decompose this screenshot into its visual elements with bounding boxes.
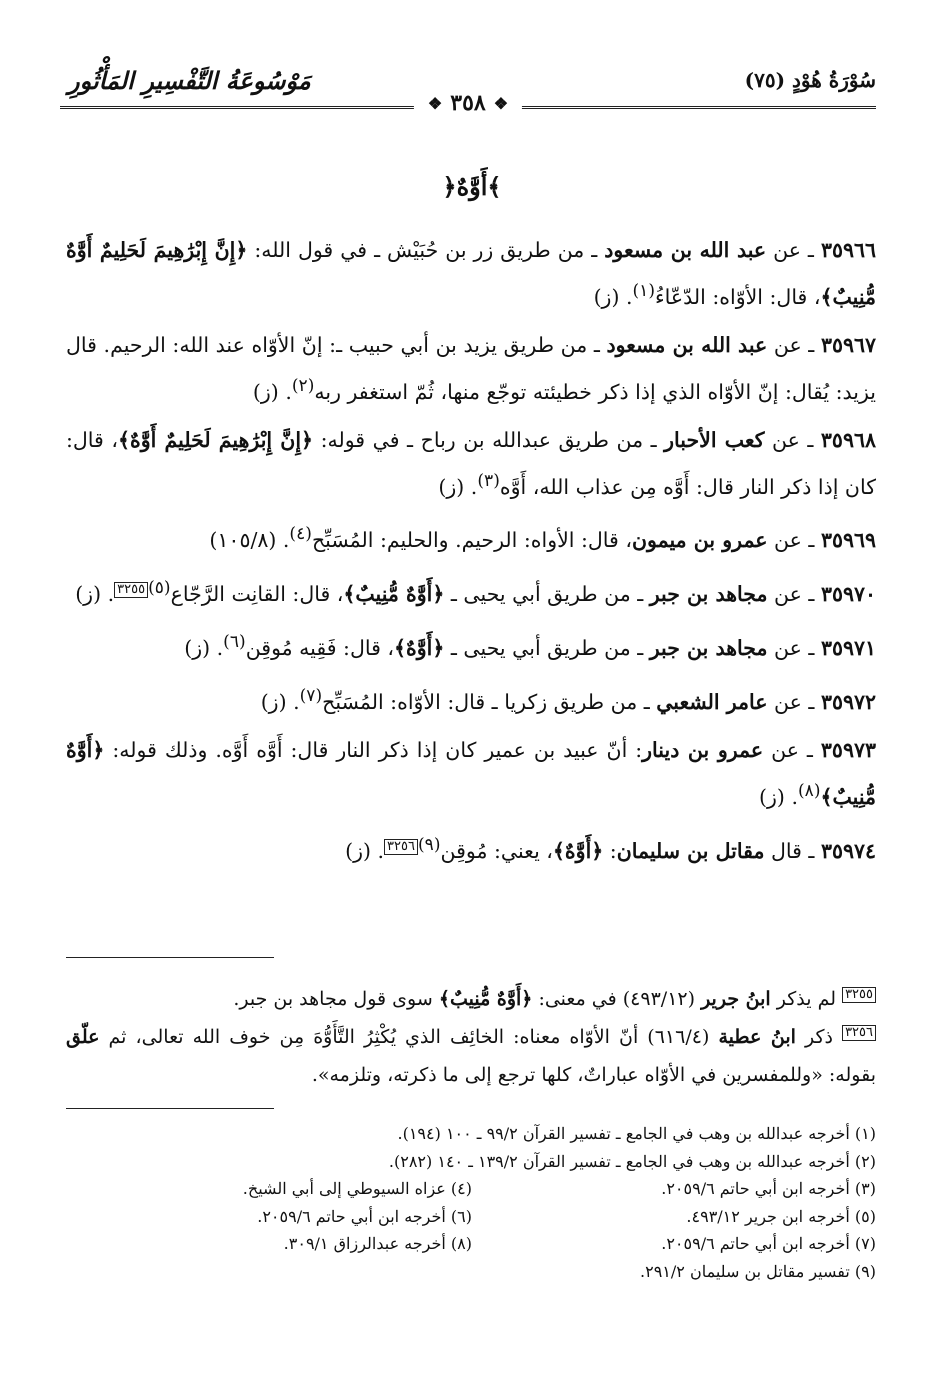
narration-entry [66,622,876,669]
narrator-name: مجاهد بن جبر [649,635,768,660]
footnote-ref: (٣) [477,470,500,491]
source-mark: . (ز) [438,474,478,499]
entry-text: ـ من طريق يزيد بن أبي حبيب ـ: إنّ الأوّاه عند الله: الرحيم. قال يزيد: يُقال: إنّ الأوّاه الذي إذا ذكر خطيئته توجّع منها، ثُمّ استغفر ربه [66,332,876,404]
narration-entry [66,514,876,561]
entry-text: ، قال: فَقِيه مُوقِن [245,635,395,660]
entry-text: : أنّ عبيد بن عمير كان إذا ذكر النار قال: أَوَّه أَوَّه. وذلك قوله: [104,737,643,762]
quran-quote: ﴿إِنَّ إِبْرَٰهِيمَ لَحَلِيمٌ أَوَّٰهٌ مُّنِيبٌ﴾ [66,238,876,309]
source-mark: . (١٠٥/٨) [209,528,290,553]
note-text: بقوله: «وللمفسرين في الأوّاه عباراتٌ، كلها ترجع إلى ما ذكرته، وتلزمه». [311,1064,876,1086]
narration-number: ٣٥٩٧٠ [820,582,876,607]
narration-number: ٣٥٩٦٩ [820,528,876,553]
footnote: (٣) أخرجه ابن أبي حاتم ٢٠٥٩/٦. [661,1179,876,1198]
footnote-ref: (٢) [291,375,315,396]
footnote-row [68,1175,876,1203]
page-header [60,66,876,126]
entry-text: ـ عن [764,427,821,452]
commentary-ref-box[interactable]: ٣٢٥٥ [114,582,148,598]
entry-text: ـ قال [764,838,821,863]
footnote-ref: (٩) [417,834,441,855]
source-mark: . (ز) [759,784,798,809]
narrator-name: مقاتل بن سليمان [616,838,765,863]
quran-quote: ﴿أَوَّٰهٌ مُّنِيبٌ﴾ [343,582,445,607]
narration-number: ٣٥٩٦٨ [820,427,876,452]
note-text: ذكر [795,1026,843,1048]
footnote: (١) أخرجه عبدالله بن وهب في الجامع ـ تفسير القرآن ٩٩/٢ ـ ١٠٠ (١٩٤). [397,1124,876,1143]
entry-text: ـ من طريق عبدالله بن رباح ـ في قوله: [313,427,665,452]
narrator-name: عامر الشعبي [656,689,768,714]
entry-text: ، قال: الأوّاه: الدّعّاءُ [655,284,821,309]
entry-text: ـ عن [767,332,821,357]
footnote-ref: (٦) [223,632,246,653]
narrations [66,230,876,878]
narration-entry [66,420,876,508]
narration-number: ٣٥٩٧٣ [820,737,876,762]
entry-text: ـ عن [767,528,821,553]
footnote: (٨) أخرجه عبدالرزاق ٣٠٩/١. [283,1234,472,1253]
source-mark: . (ز) [252,379,292,404]
footnote-ref: (٤) [289,524,312,545]
commentary-ref-box[interactable]: ٣٢٥٦ [842,1025,876,1041]
commentary-notes [66,980,876,1094]
source-mark: . (ز) [184,635,224,660]
note-emphasis: علّق [66,1026,100,1048]
narration-number: ٣٥٩٦٧ [820,332,876,357]
commentary-separator [66,957,274,958]
footnote: (٧) أخرجه ابن أبي حاتم ٢٠٥٩/٦. [661,1234,876,1253]
entry-text: ـ من طريق زكريا ـ قال: الأوّاه: المُسَبِّح [322,689,657,714]
entry-text: ـ من طريق زر بن حُبَيْش ـ في قول الله: [247,238,605,262]
footnote-row [68,1203,876,1231]
footnote: (٩) تفسير مقاتل بن سليمان ٢٩١/٢. [640,1261,876,1281]
footnotes [68,1120,876,1285]
entry-text: ، قال: القانِت الرَّجّاع [170,582,344,607]
commentary-note [66,1018,876,1094]
narration-entry [66,568,876,615]
entry-text: ، قال: كان إذا ذكر النار قال: أَوَّه مِن عذاب الله، أَوَّه [66,427,876,499]
narrator-name: عبد الله بن مسعود [604,238,767,262]
entry-text: ـ عن [767,582,821,607]
narrator-name: كعب الأحبار [664,427,765,452]
page-number: ٣٥٨ [450,90,486,116]
scholar-name: ابنُ جرير [701,988,771,1010]
footnote-row [68,1230,876,1258]
book-title: مَوْسُوعَةُ التَّفْسِيرِ المَأْثُورِ [68,66,311,95]
commentary-ref-box[interactable]: ٣٢٥٦ [384,839,418,855]
quran-quote: ﴿أَوَّٰهٌ﴾ [552,838,604,863]
narration-entry [66,825,876,872]
scholar-name: ابنُ عطية [718,1026,796,1048]
footnote: (٤) عزاه السيوطي إلى أبي الشيخ. [242,1179,472,1198]
commentary-note [66,980,876,1018]
entry-text: ، قال: الأواه: الرحيم. والحليم: المُسَبِّح [311,528,632,553]
quran-quote: ﴿إِنَّ إِبْرَٰهِيمَ لَحَلِيمٌ أَوَّٰهٌ﴾ [118,427,314,452]
footnote-ref: (٨) [797,780,821,801]
note-text: لم يذكر [770,988,843,1010]
entry-text: ـ عن [767,689,821,714]
narration-number: ٣٥٩٧١ [820,635,876,660]
narrator-name: عبد الله بن مسعود [606,332,768,357]
source-mark: . (ز) [75,582,115,607]
quran-quote: ﴿أَوَّٰهٌ مُّنِيبٌ﴾ [66,737,876,809]
narration-number: ٣٥٩٧٤ [820,838,876,863]
footnote: (٦) أخرجه ابن أبي حاتم ٢٠٥٩/٦. [257,1206,472,1226]
footnote: (٥) أخرجه ابن جرير ٤٩٣/١٢. [686,1206,876,1226]
section-title: ﴿أَوَّٰهٌ﴾ [442,172,502,201]
source-mark: . (ز) [345,838,385,863]
entry-text: ـ من طريق أبي يحيى ـ [444,635,650,660]
narrator-name: مجاهد بن جبر [649,582,768,607]
footnote: (٢) أخرجه عبدالله بن وهب في الجامع ـ تفسير القرآن ١٣٩/٢ ـ ١٤٠ (٢٨٢). [388,1151,876,1171]
footnotes-separator [66,1108,274,1109]
note-text: سوى قول مجاهد بن جبر. [233,988,439,1010]
narration-entry [66,676,876,723]
commentary-ref-box[interactable]: ٣٢٥٥ [842,987,876,1003]
note-text: (٤٩٣/١٢) في معنى: [532,988,702,1010]
narration-entry [66,325,876,413]
footnote-ref: (١) [632,281,656,301]
footnote-ref: (٥) [148,578,171,599]
surah-title: سُوْرَةُ هُوْدٍ (٧٥) [744,68,876,92]
quran-quote: ﴿أَوَّٰهٌ مُّنِيبٌ﴾ [438,988,533,1010]
source-mark: . (ز) [260,689,300,714]
narration-entry [66,230,876,318]
narration-entry [66,730,876,818]
source-mark: . (ز) [593,284,633,309]
entry-text: ـ من طريق أبي يحيى ـ [444,582,650,607]
entry-text: ـ عن [763,737,821,762]
ornament-icon: ❖ [427,93,443,113]
narrator-name: عمرو بن دينار [642,737,764,762]
footnote-ref: (٧) [299,685,323,706]
entry-text: : [603,838,617,863]
ornament-icon: ❖ [493,93,509,113]
note-text: (٦١٦/٤) أنّ الأوّاه معناه: الخائِف الذي يُكْثِرُ التَّأَوُّهَ مِن خوف الله تعالى، ثم [99,1026,719,1048]
narrator-name: عمرو بن ميمون [631,528,768,553]
entry-text: ـ عن [766,238,821,262]
narration-number: ٣٥٩٦٦ [820,238,876,262]
narration-number: ٣٥٩٧٢ [820,689,876,714]
entry-text: ، يعني: مُوقِن [440,838,553,863]
entry-text: ـ عن [767,635,821,660]
page-number-block [414,90,522,116]
quran-quote: ﴿أَوَّٰهٌ﴾ [394,635,445,660]
